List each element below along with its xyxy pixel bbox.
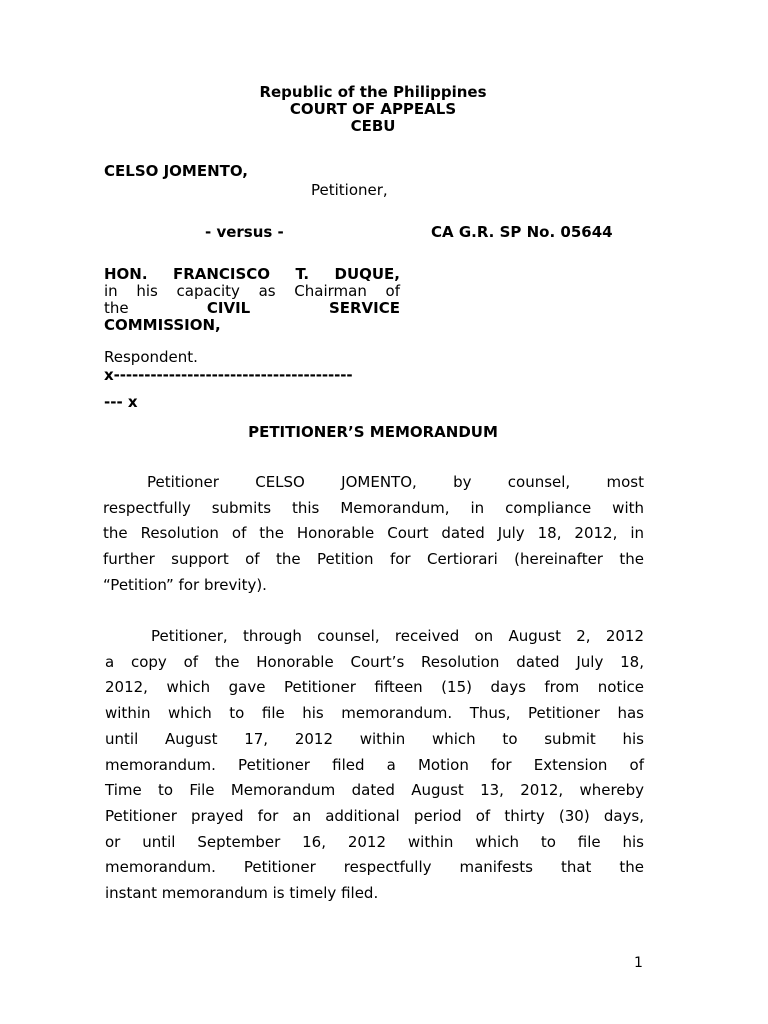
paragraph-2-line: Petitioner prayed for an additional period of thirty (30) days, <box>105 806 644 825</box>
versus-label: - versus - <box>205 223 284 241</box>
paragraph-2-line: instant memorandum is timely filed. <box>105 884 379 903</box>
paragraph-1-line: the Resolution of the Honorable Court dated July 18, 2012, in <box>103 524 644 543</box>
respondent-desc-line2 <box>104 300 400 317</box>
header-court: COURT OF APPEALS <box>289 100 457 118</box>
paragraph-2-line: memorandum. Petitioner respectfully manifests that the <box>105 858 644 877</box>
paragraph-1-line: “Petition” for brevity). <box>103 575 267 594</box>
paragraph-2-line: Time to File Memorandum dated August 13, 2012, whereby <box>105 781 644 800</box>
paragraph-2-line: a copy of the Honorable Court’s Resolution dated July 18, <box>105 652 644 671</box>
petitioner-name: CELSO JOMENTO, <box>104 162 249 180</box>
paragraph-2-line: 2012, which gave Petitioner fifteen (15) days from notice <box>105 678 644 697</box>
paragraph-2-line: until August 17, 2012 within which to submit his <box>105 729 644 748</box>
paragraph-1-line: Petitioner CELSO JOMENTO, by counsel, most <box>147 473 644 491</box>
paragraph-1-line: respectfully submits this Memorandum, in compliance with <box>103 498 644 517</box>
court-header <box>0 84 746 135</box>
respondent-desc-commission: COMMISSION, <box>104 316 221 334</box>
case-number: CA G.R. SP No. 05644 <box>431 223 613 241</box>
header-city: CEBU <box>350 117 396 135</box>
paragraph-1 <box>103 470 644 599</box>
caption-separator-line2: --- x <box>104 393 138 411</box>
respondent-desc-the: the <box>104 299 129 317</box>
paragraph-2-line: within which to file his memorandum. Thus, Petitioner has <box>105 704 644 723</box>
respondent-desc-civil-service: CIVIL SERVICE <box>206 299 400 317</box>
respondent-role: Respondent. <box>104 348 198 366</box>
paragraph-2-line: memorandum. Petitioner filed a Motion for Extension of <box>105 755 644 774</box>
paragraph-2-line: Petitioner, through counsel, received on August 2, 2012 <box>151 627 644 645</box>
paragraph-1-line: further support of the Petition for Certiorari (hereinafter the <box>103 550 644 569</box>
petitioner-role: Petitioner, <box>311 181 388 199</box>
page-number: 1 <box>634 955 643 971</box>
paragraph-2-line: or until September 16, 2012 within which to file his <box>105 832 644 851</box>
paragraph-2 <box>105 624 644 907</box>
respondent-name: HON. FRANCISCO T. DUQUE, <box>104 265 400 283</box>
respondent-desc-line1: in his capacity as Chairman of <box>104 282 400 300</box>
respondent-block <box>104 266 400 334</box>
document-title: PETITIONER’S MEMORANDUM <box>248 423 498 441</box>
header-republic: Republic of the Philippines <box>259 83 487 101</box>
caption-separator-line1: x--------------------------------------- <box>104 366 353 384</box>
